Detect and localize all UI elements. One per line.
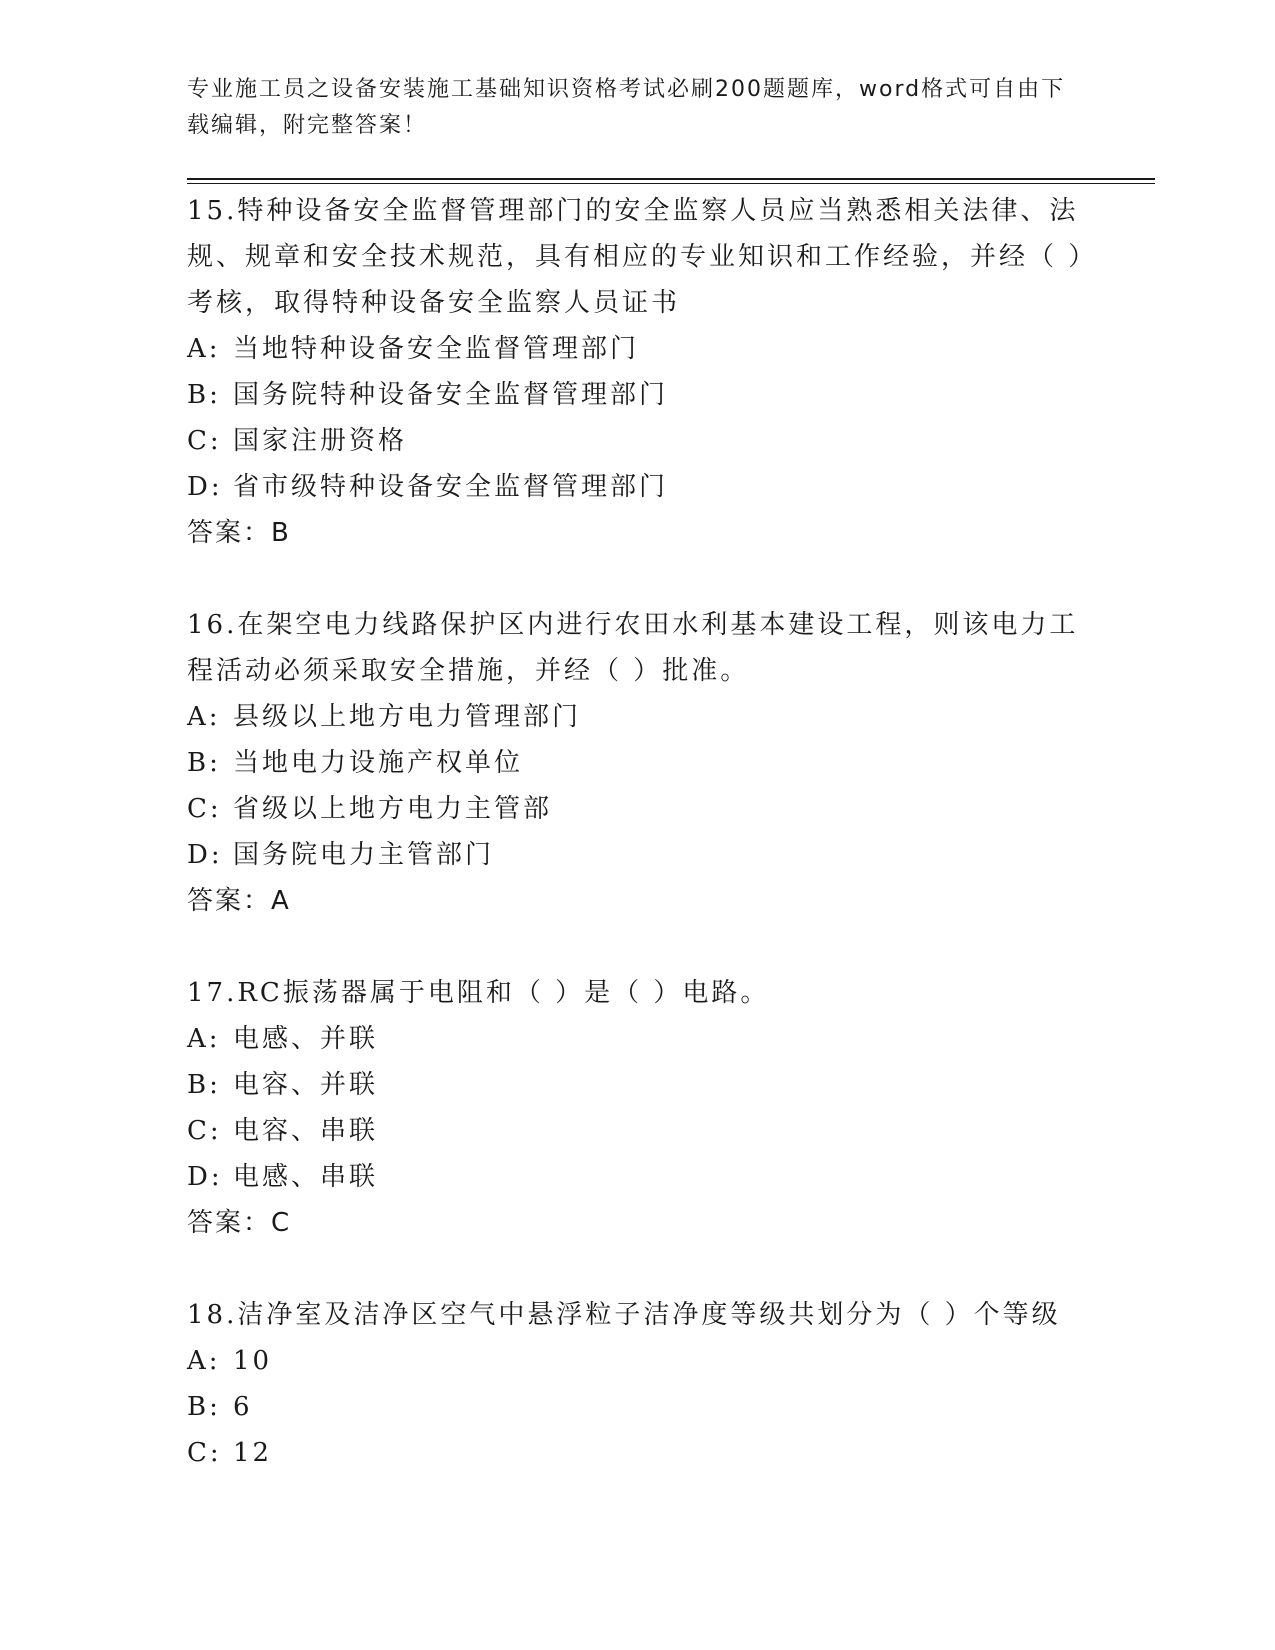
question-list: [187, 188, 1087, 1476]
option-key: B:: [187, 380, 221, 410]
question-text: 16.在架空电力线路保护区内进行农田水利基本建设工程，则该电力工程活动必须采取安全措施，并经（ ）批准。: [187, 610, 1079, 686]
option-key: B:: [187, 748, 221, 778]
header-divider-thick: [187, 178, 1155, 180]
option-key: C:: [187, 1116, 222, 1146]
option-text: 10: [233, 1346, 273, 1376]
option-text: 电感、串联: [233, 1162, 379, 1192]
answer: 答案：C: [187, 1208, 292, 1238]
option-a: [187, 1016, 1087, 1062]
question-gap: [187, 924, 1087, 970]
option-key: A:: [187, 334, 221, 364]
option-d: [187, 1154, 1087, 1200]
document-title: 专业施工员之设备安装施工基础知识资格考试必刷200题题库，word格式可自由下载编辑，附完整答案！: [187, 77, 1066, 138]
option-text: 国务院电力主管部门: [233, 840, 495, 870]
option-key: A:: [187, 1346, 221, 1376]
option-key: C:: [187, 794, 222, 824]
option-text: 当地电力设施产权单位: [233, 748, 524, 778]
option-a: [187, 326, 1087, 372]
option-text: 6: [233, 1392, 253, 1422]
option-key: B:: [187, 1392, 221, 1422]
option-text: 当地特种设备安全监督管理部门: [233, 334, 640, 364]
question-text: 15.特种设备安全监督管理部门的安全监察人员应当熟悉相关法律、法规、规章和安全技术规范，具有相应的专业知识和工作经验，并经（ ）考核，取得特种设备安全监察人员证书: [187, 196, 1085, 318]
question-gap: [187, 1246, 1087, 1292]
option-c: [187, 1430, 1087, 1476]
question-text: 17.RC振荡器属于电阻和（ ）是（ ）电路。: [187, 978, 770, 1008]
option-text: 国务院特种设备安全监督管理部门: [233, 380, 669, 410]
option-key: C:: [187, 426, 222, 456]
header-divider-thin: [187, 183, 1155, 184]
question-text: 18.洁净室及洁净区空气中悬浮粒子洁净度等级共划分为（ ）个等级: [187, 1300, 1061, 1330]
answer: 答案：A: [187, 886, 291, 916]
question-17: [187, 970, 1087, 1246]
option-text: 县级以上地方电力管理部门: [233, 702, 582, 732]
option-b: [187, 1062, 1087, 1108]
option-text: 省级以上地方电力主管部: [233, 794, 553, 824]
option-key: B:: [187, 1070, 221, 1100]
option-text: 12: [233, 1438, 273, 1468]
option-b: [187, 1384, 1087, 1430]
question-18: [187, 1292, 1087, 1476]
option-text: 国家注册资格: [233, 426, 408, 456]
option-text: 电容、并联: [233, 1070, 379, 1100]
question-15: [187, 188, 1087, 556]
option-d: [187, 464, 1087, 510]
option-b: [187, 372, 1087, 418]
option-text: 电感、并联: [233, 1024, 379, 1054]
option-key: C:: [187, 1438, 222, 1468]
option-a: [187, 1338, 1087, 1384]
option-c: [187, 786, 1087, 832]
option-text: 电容、串联: [233, 1116, 379, 1146]
option-key: D:: [187, 1162, 223, 1192]
option-a: [187, 694, 1087, 740]
question-16: [187, 602, 1087, 924]
option-key: A:: [187, 1024, 221, 1054]
option-text: 省市级特种设备安全监督管理部门: [233, 472, 669, 502]
answer: 答案：B: [187, 518, 291, 548]
option-key: D:: [187, 840, 223, 870]
option-b: [187, 740, 1087, 786]
document-header: [187, 72, 1067, 144]
option-c: [187, 418, 1087, 464]
option-d: [187, 832, 1087, 878]
option-key: A:: [187, 702, 221, 732]
option-c: [187, 1108, 1087, 1154]
question-gap: [187, 556, 1087, 602]
option-key: D:: [187, 472, 223, 502]
